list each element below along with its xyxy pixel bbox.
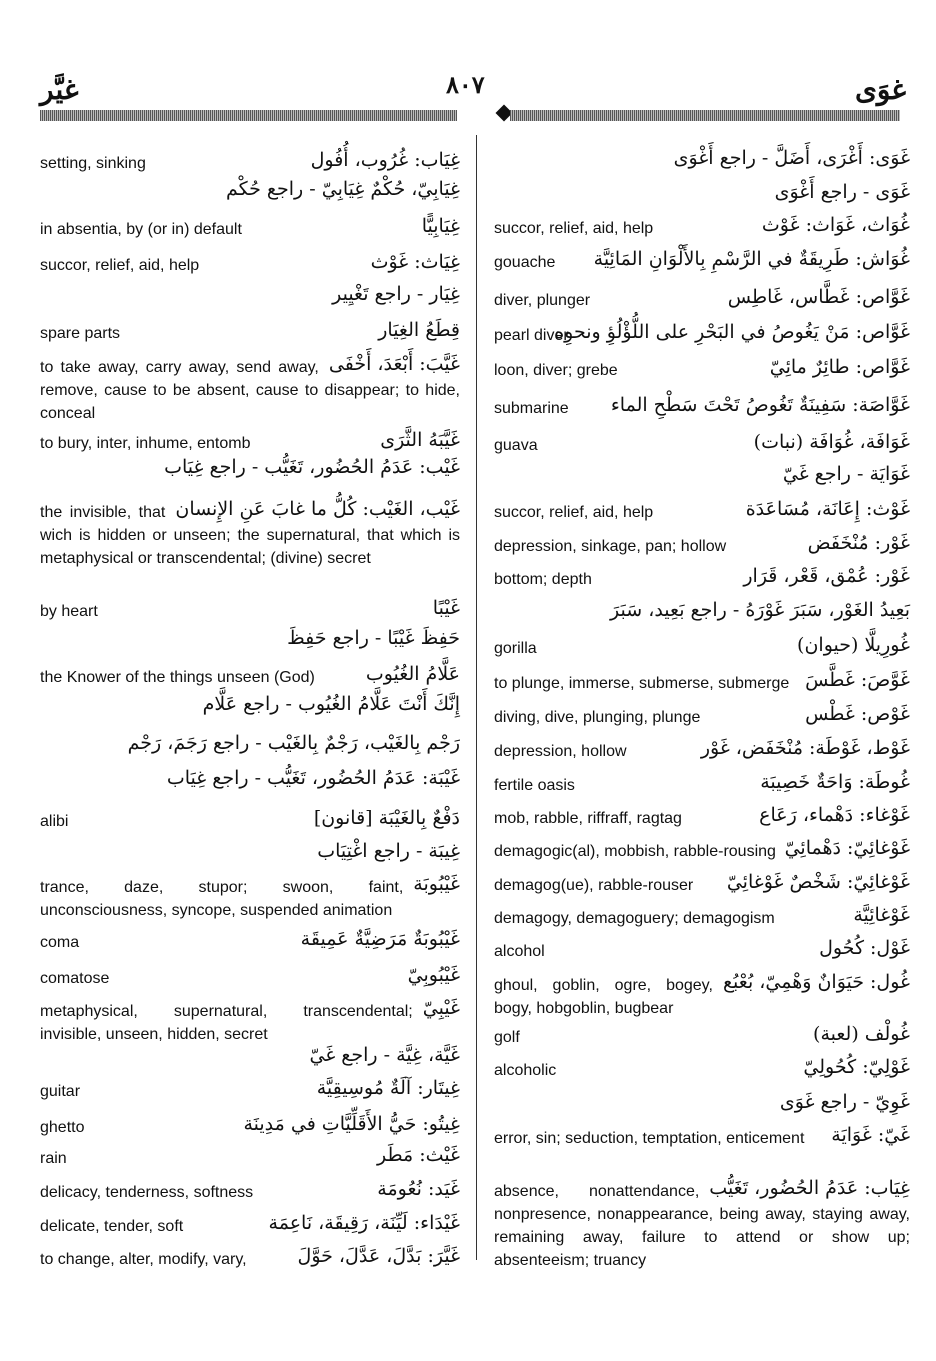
arabic-headword: غَيْبًا	[432, 597, 460, 619]
page-number: ٨٠٧	[446, 70, 485, 99]
arabic-headword: غَوْغائِيّ: شَخْصٌ غَوْغائِيّ	[726, 871, 910, 893]
arabic-headword: غَيْبَة: عَدَمُ الحُضُور، تَغَيُّب - راجع غِيَاب	[166, 767, 460, 789]
english-definition: ghetto	[40, 1119, 85, 1136]
english-definition: delicacy, tenderness, softness	[40, 1184, 254, 1201]
arabic-headword: غَوَّصَ: غَطَّسَ	[805, 669, 910, 691]
arabic-headword: غَوَى - راجع أَغْوَى	[774, 181, 910, 203]
arabic-headword: غَيَّبَ: أَبْعَدَ، أَخْفَى	[328, 353, 460, 375]
english-definition: error, sin; seduction, temptation, enticement	[494, 1130, 805, 1147]
column-divider	[476, 135, 477, 1260]
arabic-headword: غَوَّاص: مَنْ يَغُوصُ في البَحْرِ على اللُّؤْلُؤِ ونحوِه	[554, 321, 910, 343]
english-definition: setting, sinking	[40, 155, 146, 172]
english-definition: to take away, carry away, send away, remove, cause to be absent, cause to disappear; to hide, conceal	[40, 359, 460, 422]
english-definition: diver, plunger	[494, 292, 591, 309]
english-definition: depression, sinkage, pan; hollow	[494, 538, 727, 555]
english-definition: succor, relief, aid, help	[494, 504, 654, 521]
arabic-headword: غُولْف (لعبة)	[813, 1023, 910, 1045]
arabic-headword: غَوْث: إِعَانَة، مُسَاعَدَة	[745, 498, 910, 520]
english-definition: gorilla	[494, 640, 537, 657]
arabic-headword: غَيَّبَهُ الثَّرَى	[380, 429, 460, 451]
arabic-headword: غَيَّرَ: بَدَّلَ، عَدَّلَ، حَوَّلَ	[297, 1245, 460, 1267]
english-definition: guava	[494, 437, 538, 454]
english-definition: alcoholic	[494, 1062, 557, 1079]
arabic-headword: غُوَاش: طَرِيقَةٌ في الرَّسْمِ بِالأَلْوَانِ المَائِيَّة	[593, 248, 910, 270]
arabic-headword: غَيْب، الغَيْب: كُلُّ ما غابَ عَنِ الإِنسان	[175, 498, 460, 520]
arabic-headword: غَوَّاص: طائِرٌ مائِيّ	[769, 356, 910, 378]
arabic-headword: غُوَاث، غَوَاث: غَوْث	[761, 214, 910, 236]
arabic-headword: غَيّ: غَوَايَة	[831, 1124, 910, 1146]
arabic-headword: غَوَايَة - راجع غَيّ	[782, 463, 910, 485]
english-definition: demagogy, demagoguery; demagogism	[494, 910, 775, 927]
arabic-headword: غَوَّاصَة: سَفِينَةٌ تَغُوصُ تَحْتَ سَطْحِ الماء	[610, 394, 910, 416]
header-rule-left	[40, 110, 457, 121]
english-definition: in absentia, by (or in) default	[40, 221, 242, 238]
arabic-headword: غَيْبُوبَةٌ مَرَضِيَّةٌ عَمِيقَة	[300, 928, 460, 950]
english-definition: by heart	[40, 603, 98, 620]
english-definition: bottom; depth	[494, 571, 592, 588]
header-word-left: غيَّر	[40, 73, 79, 106]
english-definition: to bury, inter, inhume, entomb	[40, 435, 251, 452]
arabic-headword: بَعِيدُ الغَوْر، سَبَرَ غَوْرَهُ - راجع بَعِيد، سَبَرَ	[610, 599, 910, 621]
arabic-headword: غِيتُو: حَيُّ الأَقَلِّيَّاتِ في مَدِينَة	[243, 1113, 460, 1135]
english-definition: depression, hollow	[494, 743, 627, 760]
arabic-headword: غَيْب: عَدَمُ الحُضُور، تَغَيُّب - راجع غِيَاب	[164, 456, 460, 478]
arabic-headword: غَوَافَة، غُوَافَة (نبات)	[753, 431, 910, 453]
arabic-headword: رَجْم بِالغَيْب، رَجْمٌ بِالغَيْب - راجع رَجَمَ، رَجْم	[127, 732, 460, 754]
english-definition: fertile oasis	[494, 777, 575, 794]
arabic-headword: غَيْبِيّ	[422, 997, 460, 1019]
arabic-headword: غَوَّاص: غَطَّاس، غَاطِس	[727, 286, 910, 308]
english-definition: diving, dive, plunging, plunge	[494, 709, 701, 726]
english-definition: to plunge, immerse, submerse, submerge	[494, 675, 790, 692]
english-definition: golf	[494, 1029, 520, 1046]
english-definition: trance, daze, stupor; swoon, faint, unconsciousness, syncope, suspended animation	[40, 879, 404, 919]
arabic-headword: غُورِيلَّا (حيوان)	[797, 634, 910, 656]
english-definition: succor, relief, aid, help	[40, 257, 200, 274]
arabic-headword: عَلَّامُ الغُيُوب	[365, 663, 460, 685]
arabic-headword: غَوْغائِيّ: دَهْمائِيّ	[784, 837, 910, 859]
arabic-headword: غَوْلِيّ: كُحُولِيّ	[803, 1056, 910, 1078]
arabic-headword: حَفِظَ غَيْبًا - راجع حَفِظَ	[287, 627, 460, 649]
arabic-headword: غَوْر: مُنْخَفَض	[807, 532, 910, 554]
english-definition: pearl diver	[494, 327, 569, 344]
english-definition: submarine	[494, 400, 569, 417]
arabic-headword: غِيَابِيًّا	[421, 215, 460, 237]
english-definition: mob, rabble, riffraff, ragtag	[494, 810, 682, 827]
english-definition: alcohol	[494, 943, 545, 960]
arabic-headword: غِيَابِيّ، حُكْمٌ غِيَابِيّ - راجع حُكْم	[226, 178, 460, 200]
arabic-headword: غَيْبُوبِيّ	[407, 964, 460, 986]
english-definition: spare parts	[40, 325, 121, 342]
english-definition: coma	[40, 934, 80, 951]
arabic-headword: غَوْر: عُمْق، قَعْر، قَرَار	[743, 565, 910, 587]
arabic-headword: غَوْغاء: دَهْماء، رَعَاع	[759, 804, 910, 826]
arabic-headword: دَفْعٌ بِالغَيْبَة [قانون]	[313, 807, 460, 829]
arabic-headword: غَيَد: نُعُومَة	[377, 1178, 460, 1200]
arabic-headword: غَوْط، غَوْطَة: مُنْخَفَض، غَوْر	[700, 737, 910, 759]
arabic-headword: غَيْدَاء: لَيِّنَة، رَقِيقَة، نَاعِمَة	[268, 1212, 460, 1234]
english-definition: absence, nonattendance, nonpresence, nonappearance, being away, staying away, remaining away, failure to attend or show up; absenteeism; truancy	[494, 1183, 910, 1269]
english-definition: succor, relief, aid, help	[494, 220, 654, 237]
arabic-headword: غِيَاب: غُرُوب، أُفُول	[310, 149, 460, 171]
arabic-headword: قِطَعُ الغِيَار	[378, 319, 460, 341]
arabic-headword: غِيتَار: آلَةٌ مُوسِيقِيَّة	[316, 1077, 460, 1099]
english-definition: comatose	[40, 970, 110, 987]
arabic-headword: غَيْث: مَطَر	[376, 1144, 460, 1166]
english-definition: demagogic(al), mobbish, rabble-rousing	[494, 843, 776, 860]
arabic-headword: غُوطَة: وَاحَةٌ خَصِيبَة	[760, 771, 910, 793]
english-definition: gouache	[494, 254, 556, 271]
arabic-headword: غَوْص: غَطْس	[805, 703, 910, 725]
arabic-headword: غَوْغائِيَّة	[853, 904, 910, 926]
arabic-headword: غَيَّة، غِيَّة - راجع غَيّ	[309, 1044, 460, 1066]
arabic-headword: غَوَى: أَغْرَى، أَضَلَّ - راجع أَغْوَى	[673, 147, 910, 169]
arabic-headword: غِيَاث: غَوْث	[370, 251, 460, 273]
english-definition: demagog(ue), rabble-rouser	[494, 877, 694, 894]
english-definition: the invisible, that wich is hidden or unseen; the supernatural, that which is metaphysical or transcendental; (divine) secret	[40, 504, 460, 567]
arabic-headword: غِيبَة - راجع اغْتِيَاب	[317, 840, 460, 862]
arabic-headword: غِيَاب: عَدَمُ الحُضُور، تَغَيُّب	[709, 1177, 910, 1199]
arabic-headword: غِيَار - راجع تَغْيِير	[332, 283, 460, 305]
english-definition: ghoul, goblin, ogre, bogey, bogy, hobgoblin, bugbear	[494, 977, 713, 1017]
english-definition: guitar	[40, 1083, 81, 1100]
arabic-headword: غُول: حَيَوَانٌ وَهْمِيّ، بُعْبُع	[722, 971, 910, 993]
english-definition: the Knower of the things unseen (God)	[40, 669, 315, 686]
english-definition: delicate, tender, soft	[40, 1218, 184, 1235]
arabic-headword: إِنَّكَ أَنْتَ عَلَّامُ الغُيُوب - راجع عَلَّام	[202, 693, 460, 715]
arabic-headword: غَوِيّ - راجع غَوَى	[779, 1091, 910, 1113]
english-definition: loon, diver; grebe	[494, 362, 618, 379]
english-definition: to change, alter, modify, vary,	[40, 1251, 247, 1268]
english-definition: metaphysical, supernatural, transcendental; invisible, unseen, hidden, secret	[40, 1003, 413, 1043]
header-rule-right	[510, 110, 900, 121]
english-definition: rain	[40, 1150, 67, 1167]
arabic-headword: غَيْبُوبَة	[413, 873, 460, 895]
header-word-right: غوَى	[854, 73, 906, 106]
english-definition: alibi	[40, 813, 69, 830]
arabic-headword: غَوْل: كُحُول	[819, 937, 910, 959]
